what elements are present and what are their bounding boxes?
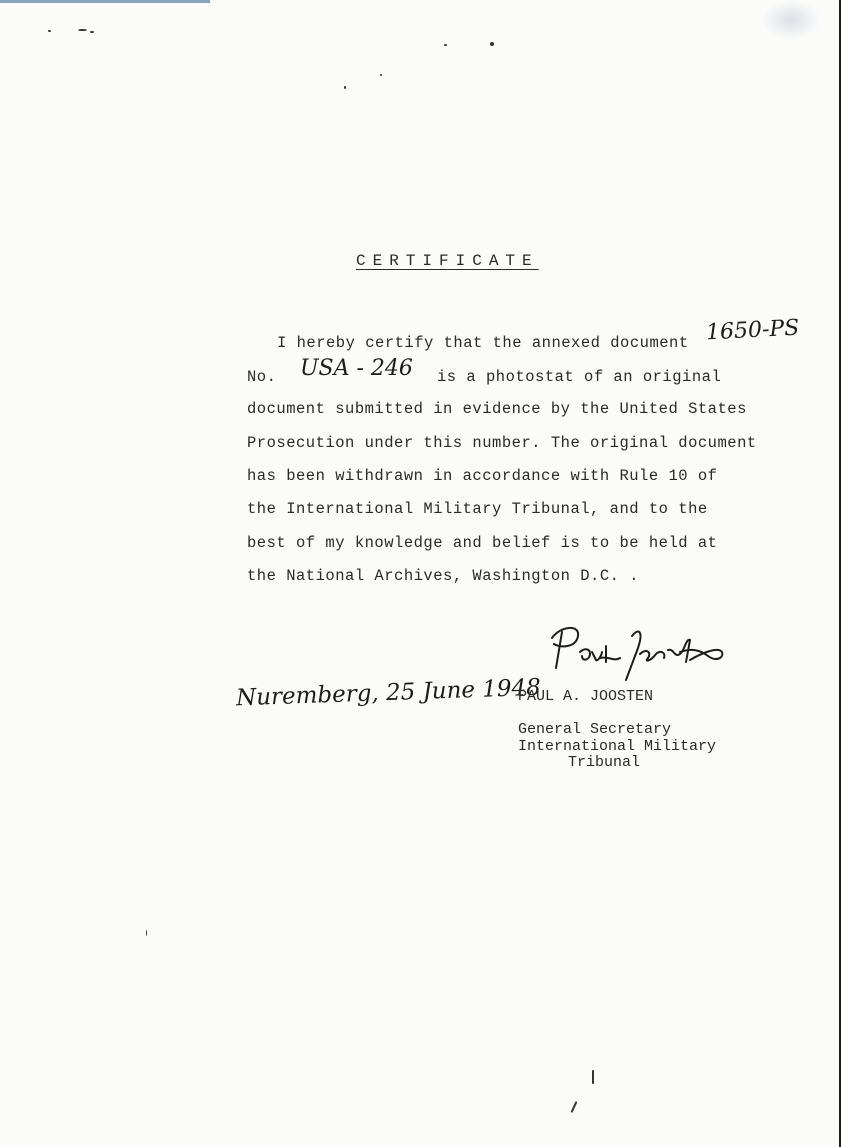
body-line-1: I hereby certify that the annexed document [277, 334, 689, 352]
signatory-title-1: General Secretary [518, 721, 672, 738]
handwritten-place-date: Nuremberg, 25 June 1948 [235, 674, 542, 712]
signatory-title-2: International Military [518, 738, 717, 755]
number-label: No. [247, 368, 277, 386]
body-line-8: the National Archives, Washington D.C. . [247, 567, 640, 585]
signature [540, 618, 730, 688]
handwritten-exhibit-number: USA - 246 [300, 356, 413, 381]
handwritten-document-number: 1650-PS [705, 315, 800, 346]
body-line-3: document submitted in evidence by the United States [247, 400, 747, 418]
body-line-6: the International Military Tribunal, and to the [247, 500, 708, 518]
signatory-name: PAUL A. JOOSTEN [518, 688, 654, 705]
scan-smudge [761, 0, 821, 40]
body-line-5: has been withdrawn in accordance with Rule 10 of [247, 467, 718, 485]
scan-margin [841, 0, 850, 1147]
body-line-7: best of my knowledge and belief is to be held at [247, 534, 718, 552]
signatory-title-3: Tribunal [568, 754, 641, 771]
scan-edge-mark [0, 0, 210, 3]
body-line-4: Prosecution under this number. The original document [247, 434, 757, 452]
certificate-title: CERTIFICATE [356, 252, 539, 270]
body-line-2-text: is a photostat of an original [437, 368, 722, 386]
